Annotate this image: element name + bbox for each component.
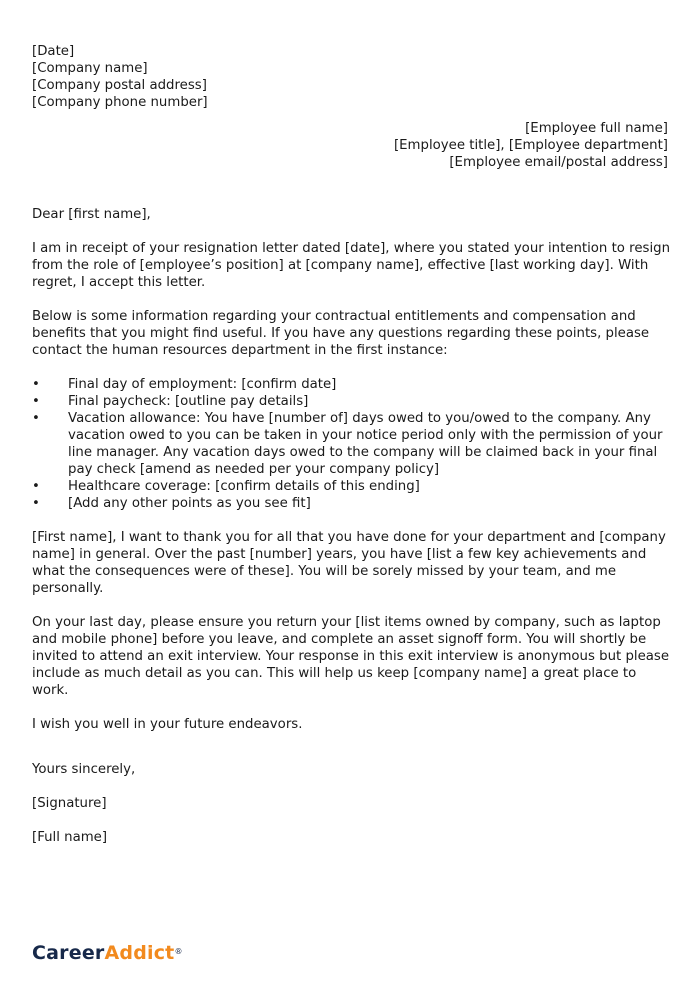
paragraph-receipt: I am in receipt of your resignation letter dated [date], where you stated your intention to resign from the role of [employee’s position] at [company name], effective [last working day]. With regret, I accept this letter. bbox=[32, 241, 671, 290]
paragraph-entitlements: Below is some information regarding your contractual entitlements and compensation and benefits that you might find useful. If you have any questions regarding these points, please contact the human resources department in the first instance: bbox=[32, 309, 650, 358]
list-item bbox=[32, 495, 670, 512]
list-item-text: Final paycheck: [outline pay details] bbox=[68, 394, 309, 409]
signature-placeholder: [Signature] bbox=[32, 796, 107, 811]
bullet: • bbox=[32, 479, 40, 494]
list-item-text: Final day of employment: [confirm date] bbox=[68, 377, 337, 392]
list-item bbox=[32, 376, 670, 393]
list-item-text: Healthcare coverage: [confirm details of this ending] bbox=[68, 479, 420, 494]
list-item-text: [Add any other points as you see fit] bbox=[68, 496, 311, 511]
full-name-placeholder: [Full name] bbox=[32, 830, 108, 845]
company-phone-line: [Company phone number] bbox=[32, 95, 208, 110]
entitlements-list bbox=[32, 376, 670, 512]
date-line: [Date] bbox=[32, 44, 75, 59]
list-item-text: Vacation allowance: You have [number of] days owed to you/owed to the company. Any vacation owed to you can be taken in your notice period only with the permission of your line manager. Any vacation days owed to the company will be claimed back in your final pay check [amend as needed per your company policy] bbox=[68, 411, 663, 477]
greeting: Dear [first name], bbox=[32, 207, 151, 222]
bullet: • bbox=[32, 496, 40, 511]
list-item bbox=[32, 393, 670, 410]
logo-career: Career bbox=[32, 942, 105, 964]
employee-contact-line: [Employee email/postal address] bbox=[449, 155, 668, 170]
paragraph-last-day: On your last day, please ensure you return your [list items owned by company, such as laptop and mobile phone] before you leave, and complete an asset signoff form. You will shortly be invited to attend an exit interview. Your response in this exit interview is anonymous but please include as much detail as you can. This will help us keep [company name] a great place to work. bbox=[32, 615, 670, 698]
logo-addict: Addict bbox=[104, 942, 175, 964]
employee-name-line: [Employee full name] bbox=[525, 121, 668, 136]
company-address-line: [Company postal address] bbox=[32, 78, 207, 93]
letter-body bbox=[32, 206, 670, 750]
paragraph-thanks: [First name], I want to thank you for all that you have done for your department and [company name] in general. Over the past [number] years, you have [list a few key achievements and what the consequences were of these]. You will be sorely missed by your team, and me personally. bbox=[32, 530, 666, 596]
recipient-block bbox=[394, 120, 668, 171]
careeraddict-logo bbox=[32, 942, 183, 964]
employee-title-line: [Employee title], [Employee department] bbox=[393, 138, 668, 153]
bullet: • bbox=[32, 411, 40, 426]
sender-block bbox=[32, 43, 208, 111]
sign-off: Yours sincerely, bbox=[32, 762, 136, 777]
closing-block bbox=[32, 761, 135, 863]
paragraph-well-wishes: I wish you well in your future endeavors. bbox=[32, 717, 303, 732]
list-item bbox=[32, 478, 670, 495]
company-name-line: [Company name] bbox=[32, 61, 148, 76]
registered-mark: ® bbox=[174, 947, 183, 956]
bullet: • bbox=[32, 394, 40, 409]
bullet: • bbox=[32, 377, 40, 392]
list-item bbox=[32, 410, 670, 478]
